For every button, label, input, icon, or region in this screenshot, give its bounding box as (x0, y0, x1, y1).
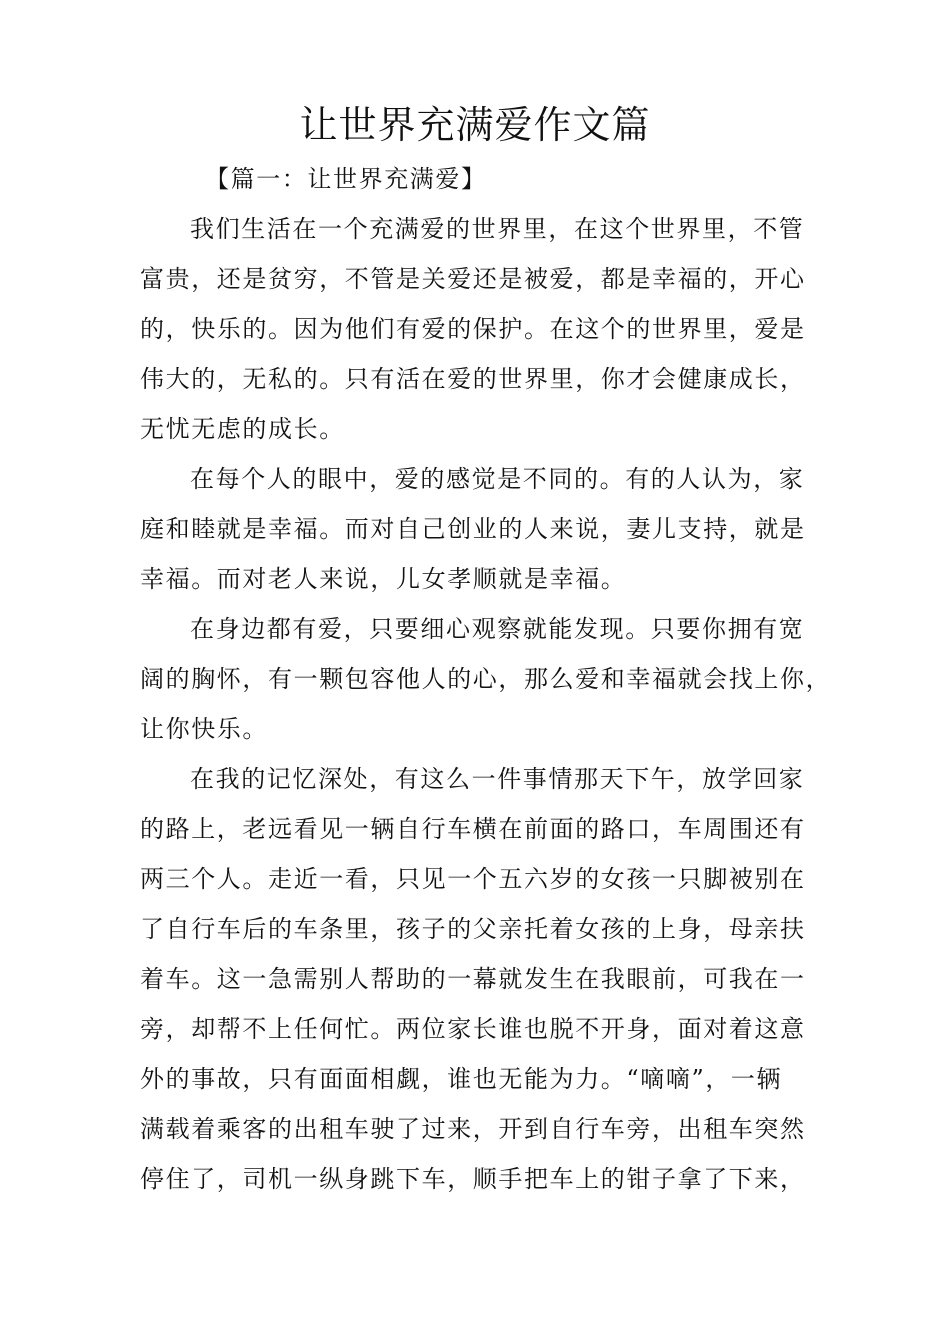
paragraph-line: 无忧无虑的成长。 (140, 415, 345, 443)
paragraph-line: 富贵，还是贫穷，不管是关爱还是被爱，都是幸福的，开心 (140, 265, 806, 293)
paragraph-line: 在我的记忆深处，有这么一件事情那天下午，放学回家 (190, 765, 805, 793)
paragraph-line: 着车。这一急需别人帮助的一幕就发生在我眼前，可我在一 (140, 965, 806, 993)
section-heading: 【篇一：让世界充满爱】 (205, 165, 487, 193)
paragraph-line: 的，快乐的。因为他们有爱的保护。在这个的世界里，爱是 (140, 315, 806, 343)
paragraph-line: 满载着乘客的出租车驶了过来，开到自行车旁，出租车突然 (140, 1115, 806, 1143)
paragraph-line: 幸福。而对老人来说，儿女孝顺就是幸福。 (140, 565, 627, 593)
paragraph-line: 在身边都有爱，只要细心观察就能发现。只要你拥有宽 (190, 615, 805, 643)
paragraph-line: 旁，却帮不上任何忙。两位家长谁也脱不开身，面对着这意 (140, 1015, 806, 1043)
paragraph-line: 庭和睦就是幸福。而对自己创业的人来说，妻儿支持，就是 (140, 515, 806, 543)
paragraph-line: 外的事故，只有面面相觑，谁也无能为力。“嘀嘀”，一辆 (140, 1065, 783, 1093)
paragraph-line: 在每个人的眼中，爱的感觉是不同的。有的人认为，家 (190, 465, 805, 493)
paragraph-line: 的路上，老远看见一辆自行车横在前面的路口，车周围还有 (140, 815, 806, 843)
document-title: 让世界充满爱作文篇 (299, 103, 651, 147)
paragraph-line: 两三个人。走近一看，只见一个五六岁的女孩一只脚被别在 (140, 865, 806, 893)
paragraph-line: 了自行车后的车条里，孩子的父亲托着女孩的上身，母亲扶 (140, 915, 806, 943)
paragraph-line: 我们生活在一个充满爱的世界里，在这个世界里，不管 (190, 215, 805, 243)
paragraph-line: 伟大的，无私的。只有活在爱的世界里，你才会健康成长， (140, 365, 806, 393)
paragraph-line: 让你快乐。 (140, 715, 268, 743)
paragraph-line: 阔的胸怀，有一颗包容他人的心，那么爱和幸福就会找上你， (140, 665, 832, 693)
paragraph-line: 停住了，司机一纵身跳下车，顺手把车上的钳子拿了下来， (140, 1165, 806, 1193)
